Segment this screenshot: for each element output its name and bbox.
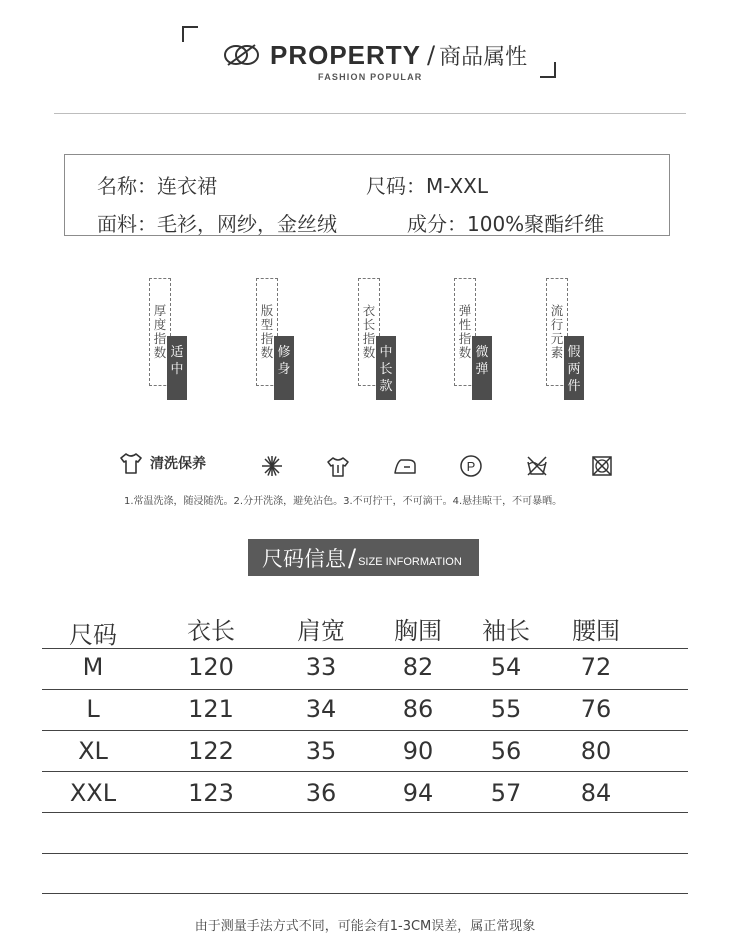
table-cell: 86 (402, 695, 434, 723)
size-info-banner (248, 539, 479, 576)
banner-slash: / (348, 543, 357, 572)
table-header-cell: 胸围 (394, 617, 442, 645)
header-subtitle: FASHION POPULAR (318, 72, 423, 82)
index-label: 版型指数 (260, 303, 274, 360)
corner-bracket-bottom-right (540, 62, 556, 78)
table-cell: 56 (490, 737, 522, 765)
section-header (222, 38, 527, 72)
table-rule (42, 893, 688, 894)
header-title-en: PROPERTY (270, 39, 422, 70)
table-rule (42, 730, 688, 731)
table-header-cell: 腰围 (572, 617, 620, 645)
index-tag-length (358, 278, 400, 394)
svg-text:P: P (466, 459, 476, 474)
table-header-cell: 尺码 (69, 621, 117, 649)
banner-title-en: SIZE INFORMATION (358, 555, 462, 568)
table-cell: XL (78, 737, 108, 765)
table-rule (42, 812, 688, 813)
table-cell: 82 (402, 653, 434, 681)
table-cell: 121 (188, 695, 234, 723)
table-header-cell: 袖长 (482, 617, 530, 645)
index-value: 适中 (167, 336, 187, 400)
table-cell: 120 (188, 653, 234, 681)
table-cell: 35 (305, 737, 337, 765)
banner-title-cn: 尺码信息 (262, 546, 346, 571)
table-cell: 80 (580, 737, 612, 765)
table-cell: 76 (580, 695, 612, 723)
product-fabric: 面料：毛衫，网纱，金丝绒 (97, 212, 337, 236)
header-slash: / (427, 41, 436, 69)
index-label: 衣长指数 (362, 303, 376, 360)
table-cell: 54 (490, 653, 522, 681)
table-header-cell: 肩宽 (297, 617, 345, 645)
index-value: 修身 (274, 336, 294, 400)
index-value: 假两件 (564, 336, 584, 400)
table-cell: 84 (580, 779, 612, 807)
table-rule (42, 771, 688, 772)
table-cell: 122 (188, 737, 234, 765)
index-tag-elasticity (454, 278, 496, 388)
hang-dry-shirt-icon (325, 453, 351, 479)
table-rule (42, 648, 688, 649)
header-title-cn: 商品属性 (439, 44, 528, 70)
table-cell: 72 (580, 653, 612, 681)
table-cell: 55 (490, 695, 522, 723)
table-header-cell: 衣长 (187, 617, 235, 645)
header-divider (54, 113, 686, 114)
table-cell: 90 (402, 737, 434, 765)
table-cell: M (82, 653, 104, 681)
product-size-range: 尺码：M-XXL (366, 174, 489, 198)
index-label: 厚度指数 (153, 303, 167, 360)
product-name: 名称：连衣裙 (97, 174, 217, 198)
table-cell: XXL (69, 779, 117, 807)
index-label: 流行元素 (550, 303, 564, 360)
no-wash-icon (524, 453, 550, 479)
dry-clean-p-icon (458, 453, 484, 479)
care-instructions: 1.常温洗涤，随浸随洗。2.分开洗涤，避免沾色。3.不可拧干，不可滴干。4.悬挂晾干，不可暴晒。 (124, 496, 563, 507)
index-value: 微弹 (472, 336, 492, 400)
index-tag-thickness (149, 278, 191, 388)
no-bleach-sun-icon (259, 453, 285, 479)
index-tag-trend (546, 278, 588, 394)
measurement-disclaimer: 由于测量手法方式不同，可能会有1-3CM误差，属正常现象 (194, 919, 536, 934)
care-title: 清洗保养 (150, 456, 206, 472)
iron-icon (392, 453, 418, 479)
table-cell: 33 (305, 653, 337, 681)
table-cell: 36 (305, 779, 337, 807)
product-composition: 成分：100%聚酯纤维 (407, 212, 605, 236)
table-cell: 94 (402, 779, 434, 807)
table-cell: 123 (188, 779, 234, 807)
index-label: 弹性指数 (458, 303, 472, 360)
table-rule (42, 853, 688, 854)
table-rule (42, 689, 688, 690)
slashed-circle-logo-icon (222, 44, 262, 66)
no-tumble-dry-icon (589, 453, 615, 479)
corner-bracket-top-left (182, 26, 198, 42)
table-cell: 34 (305, 695, 337, 723)
table-cell: L (86, 695, 100, 723)
shirt-icon (118, 450, 144, 476)
care-title-row (118, 450, 206, 476)
table-cell: 57 (490, 779, 522, 807)
index-value: 中长款 (376, 336, 396, 400)
index-tag-fit (256, 278, 298, 388)
